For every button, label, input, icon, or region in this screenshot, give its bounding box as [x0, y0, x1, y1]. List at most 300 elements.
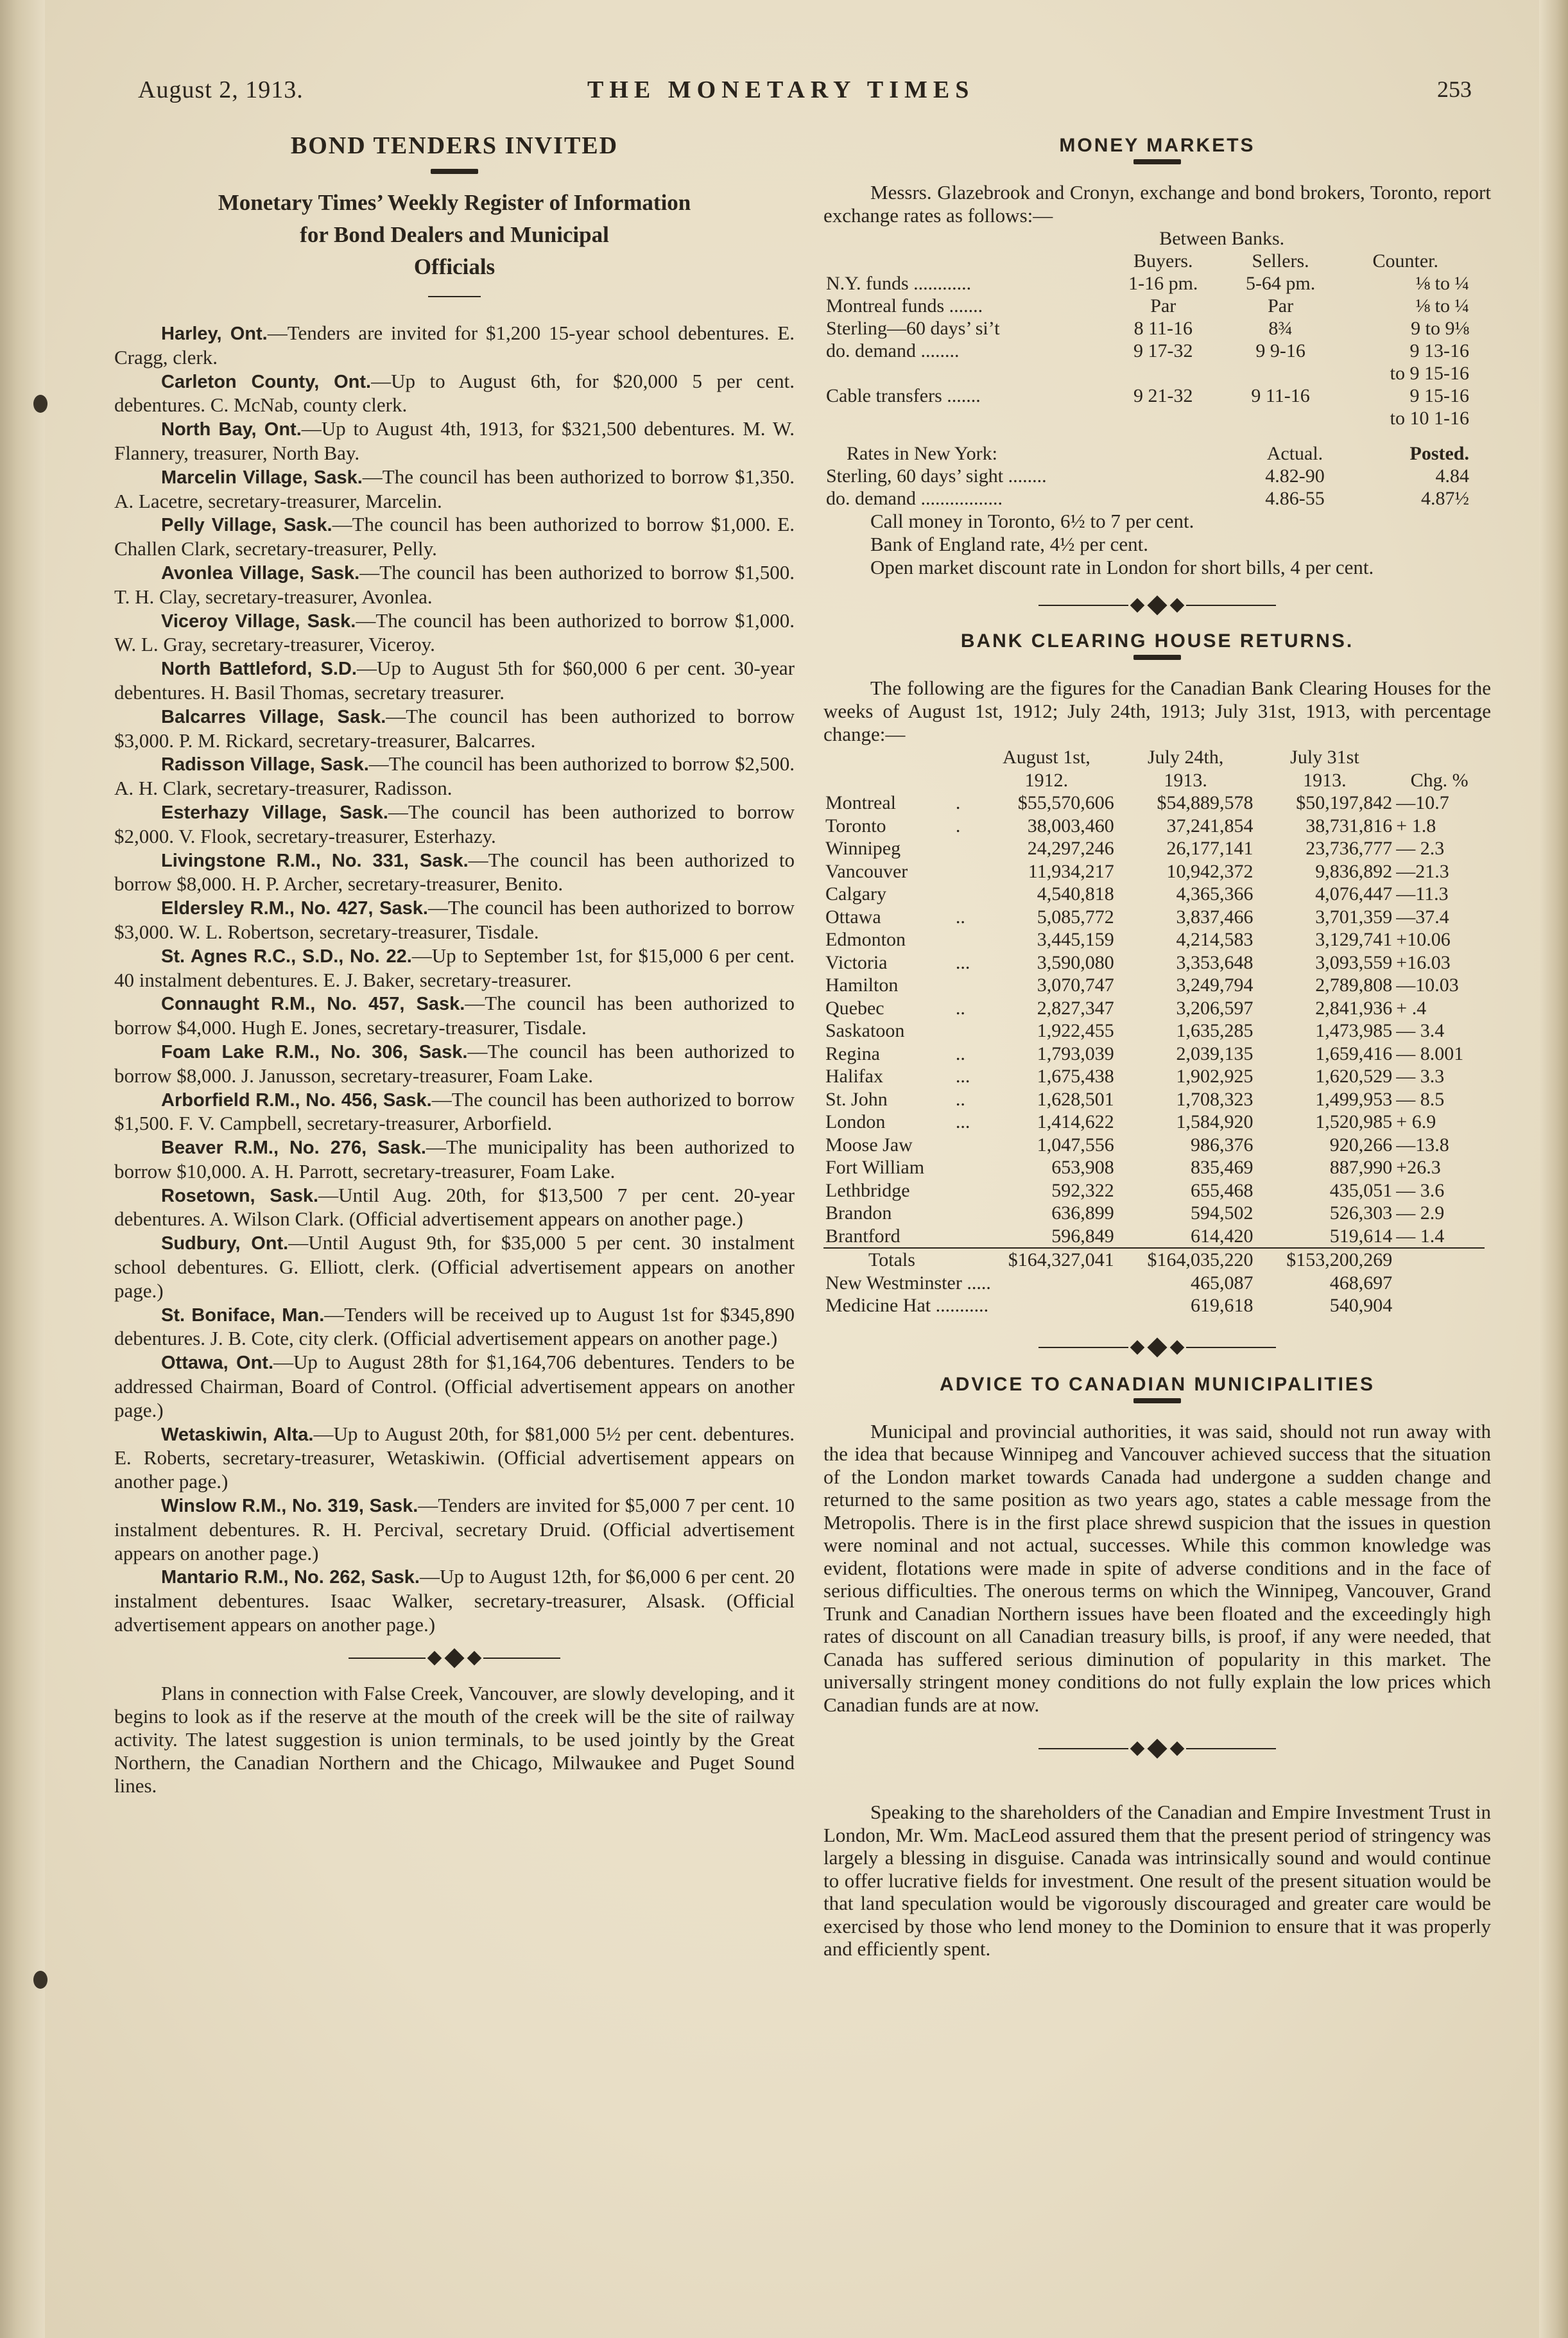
- clearing-change: — 8.001: [1396, 1043, 1464, 1064]
- tender-entry: [114, 944, 795, 992]
- clearing-row: [823, 837, 1485, 860]
- tender-place: St. Boniface, Man.: [161, 1304, 325, 1326]
- exchange-buyers: 1-16 pm.: [1128, 273, 1198, 294]
- exchange-row: [823, 385, 1472, 407]
- page-number: 253: [1437, 76, 1472, 102]
- tender-text: —The council has been authorized to borrow $2,500. A. H. Clark, secretary-treasurer, Radisson.: [114, 752, 795, 800]
- tender-entry: [114, 801, 795, 849]
- col-header-posted: Posted.: [1409, 443, 1469, 464]
- clearing-jul24: 1,635,285: [1176, 1020, 1254, 1041]
- clearing-1912: 636,899: [1051, 1202, 1114, 1224]
- ny-rate-row: [823, 465, 1472, 487]
- clearing-jul31: 526,303: [1329, 1202, 1393, 1224]
- clearing-change: —21.3: [1396, 860, 1449, 882]
- title-rule: [1133, 655, 1181, 660]
- clearing-leader: [954, 928, 977, 951]
- tender-place: Ottawa, Ont.: [161, 1353, 274, 1374]
- clearing-change: —37.4: [1396, 906, 1449, 928]
- tender-text: —The council has been authorized to borrow $1,000. E. Challen Clark, secretary-treasurer, Pelly.: [114, 513, 795, 560]
- exchange-label: Sterling—60 days’ si’t: [826, 318, 1000, 339]
- clearing-jul31: 4,076,447: [1315, 883, 1393, 905]
- clearing-change: — 2.9: [1396, 1202, 1445, 1224]
- clearing-row: [823, 974, 1485, 997]
- clearing-row: [823, 997, 1485, 1020]
- clearing-city: Winnipeg: [825, 838, 901, 859]
- clearing-jul31: 1,520,985: [1315, 1111, 1393, 1132]
- ny-rate-label: Sterling, 60 days’ sight ........: [826, 465, 1047, 487]
- false-creek-paragraph: Plans in connection with False Creek, Vancouver, are slowly developing, and it begins to look as if the reserve at the mouth of the creek will be the site of railway activity. The latest suggestion is union terminals, to be used jointly by the Great Northern, the Canadian Northern and the Chicago, Milwaukee and Puget Sound lines.: [114, 1681, 795, 1797]
- exchange-counter: to 9 15-16: [1390, 363, 1469, 384]
- tender-place: Wetaskiwin, Alta.: [161, 1424, 314, 1445]
- clearing-city: Lethbridge: [825, 1179, 910, 1201]
- clearing-leader: [954, 883, 977, 906]
- exchange-buyers: 8 11-16: [1133, 318, 1193, 339]
- tender-place: Marcelin Village, Sask.: [161, 467, 363, 488]
- tender-text: —The council has been authorized to borrow $1,350. A. Lacetre, secretary-treasurer, Marcelin.: [114, 465, 795, 512]
- clearing-jul24: 614,420: [1191, 1225, 1254, 1247]
- clearing-city: Hamilton: [825, 974, 899, 996]
- tender-text: —Up to September 1st, for $15,000 6 per cent. 40 instalment debentures. E. J. Baker, secretary-treasurer.: [114, 944, 795, 991]
- clearing-change: — 2.3: [1396, 838, 1445, 859]
- exchange-row: [823, 362, 1472, 385]
- clearing-city: St. John: [825, 1088, 888, 1110]
- tender-text: —The council has been authorized to borrow $3,000. W. L. Robertson, secretary-treasurer, Tisdale.: [114, 896, 795, 943]
- clearing-jul24: $54,889,578: [1157, 792, 1254, 813]
- tender-entry: [114, 417, 795, 465]
- exchange-label: Montreal funds .......: [826, 295, 983, 316]
- clearing-1912: 653,908: [1051, 1157, 1114, 1178]
- clearing-change: —11.3: [1396, 883, 1449, 905]
- clearing-jul24: 986,376: [1191, 1134, 1254, 1156]
- clearing-jul31: 1,473,985: [1315, 1020, 1393, 1041]
- clearing-row: [823, 792, 1485, 815]
- clearing-jul31: 9,836,892: [1315, 860, 1393, 882]
- money-note: Call money in Toronto, 6½ to 7 per cent.: [870, 510, 1194, 532]
- clearing-jul24: 594,502: [1191, 1202, 1254, 1224]
- tender-entry: [114, 657, 795, 705]
- clearing-jul31: 2,841,936: [1315, 997, 1393, 1019]
- clearing-jul31: $50,197,842: [1296, 792, 1393, 813]
- advice-paragraph-2: Speaking to the shareholders of the Canadian and Empire Investment Trust in London, Mr. Wm. MacLeod assured them that the present period of stringency was largely a blessing in disguise. Canada was intrinsically sound and would continue to offer lucrative fields for investment. One result of the present situation would be that land speculation would be vigorously discouraged and greater care would be exercised by those who lend money to the Dominion to ensure that it was properly and efficiently spent.: [823, 1801, 1491, 1960]
- left-column: [114, 128, 795, 1797]
- clearing-jul31: 1,499,953: [1315, 1088, 1393, 1110]
- tender-place: Winslow R.M., No. 319, Sask.: [161, 1496, 418, 1517]
- tender-entry: [114, 1351, 795, 1422]
- punch-hole-top: [33, 395, 47, 413]
- clearing-1912: 1,675,438: [1037, 1066, 1114, 1087]
- ny-rate-actual: 4.82-90: [1265, 465, 1325, 487]
- exchange-row: [823, 295, 1472, 317]
- clearing-city: Moose Jaw: [825, 1134, 913, 1156]
- clearing-jul24: 4,365,366: [1176, 883, 1254, 905]
- tender-place: Livingstone R.M., No. 331, Sask.: [161, 850, 469, 871]
- exchange-buyers: [1105, 362, 1222, 385]
- clearing-row: [823, 883, 1485, 906]
- clearing-city: Montreal: [825, 792, 896, 813]
- tender-text: —The council has been authorized to borrow $3,000. P. M. Rickard, secretary-treasurer, Balcarres.: [114, 704, 795, 752]
- clearing-city: Ottawa: [825, 906, 881, 928]
- clearing-extra-row: [823, 1272, 1485, 1295]
- title-rule: [1133, 159, 1181, 164]
- totals-1912: $164,327,041: [977, 1248, 1116, 1272]
- clearing-leader: ...: [955, 1066, 970, 1087]
- tender-text: —Until Aug. 20th, for $13,500 7 per cent. 20-year debentures. A. Wilson Clark. (Official advertisement appears on another page.): [114, 1183, 795, 1231]
- tender-entry: [114, 705, 795, 753]
- clearing-1912: 2,827,347: [1037, 997, 1114, 1019]
- tender-place: North Bay, Ont.: [161, 419, 302, 440]
- tender-entry: [114, 1040, 795, 1088]
- clearing-jul24: 3,206,597: [1176, 997, 1254, 1019]
- tender-entry: [114, 1136, 795, 1184]
- tender-entry: [114, 1494, 795, 1565]
- clearing-1912: 24,297,246: [1027, 838, 1114, 859]
- clearing-table: [823, 746, 1485, 1317]
- clearing-jul31: 468,697: [1329, 1272, 1393, 1294]
- tender-place: Arborfield R.M., No. 456, Sask.: [161, 1089, 432, 1111]
- clearing-city: Edmonton: [825, 929, 906, 950]
- clearing-row: [823, 1156, 1485, 1179]
- clearing-1912: 1,922,455: [1037, 1020, 1114, 1041]
- subtitle-rule: [428, 296, 481, 297]
- tender-place: Connaught R.M., No. 457, Sask.: [161, 994, 465, 1015]
- clearing-city: Toronto: [825, 815, 886, 836]
- money-note: Bank of England rate, 4½ per cent.: [870, 533, 1148, 555]
- clearing-1912: 3,445,159: [1037, 929, 1114, 950]
- tender-place: Pelly Village, Sask.: [161, 515, 332, 536]
- tender-place: Sudbury, Ont.: [161, 1233, 289, 1254]
- clearing-1912: $55,570,606: [1017, 792, 1114, 813]
- money-markets-intro: Messrs. Glazebrook and Cronyn, exchange and bond brokers, Toronto, report exchange rates as follows:—: [823, 181, 1491, 227]
- clearing-change: — 8.5: [1396, 1088, 1445, 1110]
- ny-rate-label: do. demand .................: [826, 488, 1003, 509]
- exchange-label: N.Y. funds ............: [826, 273, 972, 294]
- clearing-jul24: 619,618: [1191, 1295, 1254, 1316]
- ny-rate-posted: 4.84: [1435, 465, 1469, 487]
- exchange-sellers: 9 9-16: [1255, 340, 1305, 361]
- clearing-jul31: 540,904: [1329, 1295, 1393, 1316]
- tender-place: Esterhazy Village, Sask.: [161, 802, 388, 823]
- clearing-row: [823, 1065, 1485, 1088]
- clearing-1912: 11,934,217: [1028, 860, 1114, 882]
- clearing-jul31: 3,701,359: [1315, 906, 1393, 928]
- clearing-jul24: 1,708,323: [1176, 1088, 1254, 1110]
- clearing-1912: 1,628,501: [1037, 1088, 1114, 1110]
- clearing-1912: 592,322: [1051, 1179, 1114, 1201]
- exchange-sellers: [1222, 407, 1340, 429]
- clearing-title: BANK CLEARING HOUSE RETURNS.: [960, 630, 1354, 652]
- exchange-counter: 9 13-16: [1409, 340, 1469, 361]
- clearing-city: Victoria: [825, 951, 888, 973]
- register-subtitle-line: for Bond Dealers and Municipal: [300, 222, 609, 247]
- clearing-leader: [954, 1134, 977, 1157]
- clearing-city: Brantford: [825, 1225, 900, 1247]
- advice-paragraph-1: Municipal and provincial authorities, it was said, should not run away with the idea that because Winnipeg and Vancouver achieved success that the situation of the London market towards Canada had undergone a sudden change and returned to the same position as two years ago, states a cable message from the Metropolis. There is in the first place shrewd suspicion that the issues in question were nominal and not actual, successes. While this common knowledge was evident, flotations were made in spite of adverse conditions and in the face of serious difficulties. The onerous terms on which the Winnipeg, Vancouver, Grand Trunk and Canadian Northern issues have been floated and the exceedingly high rates of discount on all Canadian treasury bills, is proof, if any were needed, that Canada has suffered serious diminution of popularity in this market. The universally stringent money conditions do not fully explain the low prices which Canadian funds are at now.: [823, 1419, 1491, 1716]
- clearing-jul31: 23,736,777: [1305, 838, 1393, 859]
- right-column: [823, 128, 1491, 1961]
- exchange-rates-table: [823, 227, 1472, 429]
- clearing-jul31: 3,129,741: [1315, 929, 1393, 950]
- clearing-city: Medicine Hat ...........: [825, 1295, 989, 1316]
- clearing-jul24: 10,942,372: [1166, 860, 1254, 882]
- clearing-jul24: 4,214,583: [1176, 929, 1254, 950]
- running-header: [138, 76, 1472, 114]
- tender-text: —The council has been authorized to borrow $2,000. V. Flook, secretary-treasurer, Esterhazy.: [114, 800, 795, 847]
- tender-place: St. Agnes R.C., S.D., No. 22.: [161, 946, 412, 967]
- exchange-buyers: Par: [1150, 295, 1176, 316]
- clearing-1912: 1,047,556: [1037, 1134, 1114, 1156]
- tender-text: —Until August 9th, for $35,000 5 per cent. 30 instalment school debentures. G. Elliott, clerk. (Official advertisement appears on another page.): [114, 1231, 795, 1302]
- col-header-year: 1913.: [1303, 769, 1347, 791]
- clearing-city: Fort William: [825, 1157, 925, 1178]
- clearing-1912: 38,003,460: [1027, 815, 1114, 836]
- col-header-actual: Actual.: [1266, 443, 1323, 464]
- exchange-label: Cable transfers .......: [826, 385, 981, 406]
- tender-text: —Tenders will be received up to August 1st for $345,890 debentures. J. B. Cote, city clerk. (Official advertisement appears on another page.): [114, 1303, 795, 1350]
- clearing-extra-row: [823, 1294, 1485, 1317]
- tender-place: Mantario R.M., No. 262, Sask.: [161, 1567, 420, 1588]
- clearing-change: +26.3: [1396, 1157, 1441, 1178]
- money-note: Open market discount rate in London for short bills, 4 per cent.: [870, 556, 1374, 578]
- clearing-leader: .: [955, 792, 961, 813]
- clearing-city: Vancouver: [825, 860, 908, 882]
- exchange-row: [823, 340, 1472, 362]
- exchange-row: [823, 317, 1472, 340]
- tender-place: Carleton County, Ont.: [161, 371, 372, 392]
- advice-title: ADVICE TO CANADIAN MUNICIPALITIES: [940, 1373, 1375, 1395]
- clearing-row: [823, 815, 1485, 838]
- clearing-change-empty: [1394, 1272, 1485, 1295]
- clearing-row: [823, 1019, 1485, 1043]
- clearing-jul31: 920,266: [1329, 1134, 1393, 1156]
- exchange-sellers: 8¾: [1268, 318, 1293, 339]
- tender-entry: [114, 609, 795, 657]
- exchange-sellers: 5-64 pm.: [1245, 273, 1316, 294]
- tender-text: —Up to August 5th for $60,000 6 per cent. 30-year debentures. H. Basil Thomas, secretary treasurer.: [114, 657, 795, 704]
- clearing-row: [823, 1134, 1485, 1157]
- clearing-jul24: 835,469: [1191, 1157, 1254, 1178]
- tender-entry: [114, 513, 795, 561]
- money-notes: [823, 510, 1491, 579]
- exchange-counter: ⅛ to ¼: [1415, 295, 1469, 316]
- clearing-1912: 596,849: [1051, 1225, 1114, 1247]
- clearing-row: [823, 1225, 1485, 1249]
- page-edge: [1539, 0, 1568, 2338]
- ornament-divider: [114, 1651, 795, 1665]
- issue-date: August 2, 1913.: [138, 76, 304, 103]
- clearing-change: +10.06: [1396, 929, 1451, 950]
- money-markets-title: MONEY MARKETS: [1059, 135, 1255, 156]
- clearing-1912: 4,540,818: [1037, 883, 1114, 905]
- col-header-counter: Counter.: [1372, 250, 1439, 272]
- tender-text: —Up to August 4th, 1913, for $321,500 debentures. M. W. Flannery, treasurer, North Bay.: [114, 417, 795, 464]
- clearing-jul24: 2,039,135: [1176, 1043, 1254, 1064]
- tender-text: —Up to August 12th, for $6,000 6 per cent. 20 instalment debentures. Isaac Walker, secretary-treasurer, Alsask. (Official advertisement appears on another page.): [114, 1565, 795, 1636]
- exchange-label: [823, 407, 1105, 429]
- clearing-change: — 1.4: [1396, 1225, 1445, 1247]
- exchange-buyers: 9 21-32: [1133, 385, 1193, 406]
- clearing-leader: ...: [955, 951, 970, 973]
- clearing-row: [823, 906, 1485, 929]
- clearing-change: —13.8: [1396, 1134, 1449, 1156]
- tender-place: Foam Lake R.M., No. 306, Sask.: [161, 1041, 468, 1062]
- totals-jul24: $164,035,220: [1116, 1248, 1255, 1272]
- between-banks-label: Between Banks.: [1159, 228, 1285, 249]
- exchange-counter: 9 to 9⅛: [1411, 318, 1469, 339]
- clearing-1912: 5,085,772: [1037, 906, 1114, 928]
- clearing-city: New Westminster .....: [825, 1272, 991, 1294]
- clearing-jul31: 519,614: [1329, 1225, 1393, 1247]
- col-header-aug-1912: August 1st,: [1003, 747, 1090, 768]
- ny-rates-heading: Rates in New York:: [847, 443, 998, 464]
- tender-text: —Up to August 28th for $1,164,706 debentures. Tenders to be addressed Chairman, Board of Control. (Official advertisement appears on another page.): [114, 1351, 795, 1421]
- exchange-label: [823, 362, 1105, 385]
- tender-text: —Up to August 6th, for $20,000 5 per cent. debentures. C. McNab, county clerk.: [114, 369, 795, 417]
- tender-place: Eldersley R.M., No. 427, Sask.: [161, 898, 428, 919]
- title-rule: [1133, 1398, 1181, 1403]
- exchange-row: [823, 407, 1472, 429]
- clearing-leader: [954, 1202, 977, 1225]
- totals-jul31: $153,200,269: [1255, 1248, 1395, 1272]
- col-header-jul24-1913: July 24th,: [1147, 747, 1224, 768]
- clearing-leader: ..: [955, 1088, 965, 1110]
- clearing-city: Quebec: [825, 997, 884, 1019]
- clearing-row: [823, 1179, 1485, 1202]
- clearing-leader: ..: [955, 997, 965, 1019]
- tender-entry: [114, 1423, 795, 1494]
- title-rule: [431, 169, 478, 174]
- tender-text: —The council has been authorized to borrow $1,500. F. V. Campbell, secretary-treasurer, Arborfield.: [114, 1087, 795, 1135]
- col-header-year: 1912.: [1024, 769, 1069, 791]
- bond-tenders-title: BOND TENDERS INVITED: [290, 132, 619, 159]
- exchange-sellers: Par: [1268, 295, 1294, 316]
- tender-place: Rosetown, Sask.: [161, 1185, 319, 1206]
- clearing-jul24: 1,584,920: [1176, 1111, 1254, 1132]
- tender-text: —Tenders are invited for $1,200 15-year school debentures. E. Cragg, clerk.: [114, 322, 795, 368]
- tender-place: Radisson Village, Sask.: [161, 754, 369, 775]
- clearing-jul31: 1,659,416: [1315, 1043, 1393, 1064]
- ornament-divider: [823, 1340, 1491, 1355]
- clearing-leader: ..: [955, 1043, 965, 1064]
- ny-rate-posted: 4.87½: [1421, 488, 1469, 509]
- tender-entry: [114, 322, 795, 370]
- tender-entry: [114, 896, 795, 944]
- clearing-jul24: 3,249,794: [1176, 974, 1254, 996]
- tender-entry: [114, 561, 795, 609]
- punch-hole-bottom: [33, 1971, 47, 1989]
- tender-text: —Tenders are invited for $5,000 7 per cent. 10 instalment debentures. R. H. Percival, secretary Druid. (Official advertisement appears on another page.): [114, 1494, 795, 1564]
- tender-place: Balcarres Village, Sask.: [161, 706, 386, 727]
- tender-entry: [114, 752, 795, 801]
- col-header-sellers: Sellers.: [1252, 250, 1309, 272]
- clearing-leader: [954, 1019, 977, 1043]
- clearing-change: —10.7: [1396, 792, 1449, 813]
- tender-place: Viceroy Village, Sask.: [161, 610, 356, 632]
- tender-text: —The council has been authorized to borrow $8,000. H. P. Archer, secretary-treasurer, Benito.: [114, 848, 795, 896]
- clearing-leader: ..: [955, 906, 965, 928]
- tender-text: —Up to August 20th, for $81,000 5½ per cent. debentures. E. Roberts, secretary-treasurer, Wetaskiwin. (Official advertisement appears on another page.): [114, 1422, 795, 1493]
- tender-entry: [114, 1231, 795, 1303]
- tender-entry: [114, 1565, 795, 1636]
- clearing-jul31: 887,990: [1329, 1157, 1393, 1178]
- exchange-row: [823, 272, 1472, 295]
- clearing-change-empty: [1394, 1294, 1485, 1317]
- register-subtitle-line: Officials: [413, 254, 495, 279]
- clearing-leader: [954, 1156, 977, 1179]
- tender-entry: [114, 1184, 795, 1232]
- clearing-city: Calgary: [825, 883, 886, 905]
- exchange-label: do. demand ........: [826, 340, 960, 361]
- clearing-change: + 6.9: [1396, 1111, 1436, 1132]
- clearing-row: [823, 860, 1485, 883]
- clearing-row: [823, 1043, 1485, 1066]
- tender-place: North Battleford, S.D.: [161, 659, 357, 680]
- ny-rate-actual: 4.86-55: [1265, 488, 1325, 509]
- clearing-jul31: 1,620,529: [1315, 1066, 1393, 1087]
- clearing-row: [823, 1202, 1485, 1225]
- clearing-city: Halifax: [825, 1066, 883, 1087]
- clearing-jul24: 1,902,925: [1176, 1066, 1254, 1087]
- clearing-city: Brandon: [825, 1202, 892, 1224]
- new-york-rates-table: [823, 442, 1472, 510]
- col-header-jul31-1913: July 31st: [1290, 747, 1359, 768]
- clearing-city: London: [825, 1111, 886, 1132]
- exchange-buyers: 9 17-32: [1133, 340, 1193, 361]
- register-subtitle-line: Monetary Times’ Weekly Register of Information: [218, 190, 691, 215]
- tender-place: Beaver R.M., No. 276, Sask.: [161, 1138, 426, 1159]
- clearing-city: Regina: [825, 1043, 880, 1064]
- clearing-jul24: 3,837,466: [1176, 906, 1254, 928]
- clearing-row: [823, 951, 1485, 974]
- tender-entry: [114, 992, 795, 1040]
- col-header-buyers: Buyers.: [1133, 250, 1193, 272]
- exchange-counter: ⅛ to ¼: [1415, 273, 1469, 294]
- clearing-change: — 3.4: [1396, 1020, 1445, 1041]
- clearing-change: + 1.8: [1396, 815, 1436, 836]
- clearing-leader: [954, 837, 977, 860]
- clearing-change: +16.03: [1396, 951, 1451, 973]
- ornament-divider: [823, 598, 1491, 612]
- clearing-leader: [954, 1225, 977, 1249]
- tender-entry: [114, 1303, 795, 1351]
- tender-text: —The municipality has been authorized to borrow $10,000. A. H. Parrott, secretary-treasurer, Foam Lake.: [114, 1136, 795, 1182]
- tender-entry: [114, 465, 795, 514]
- clearing-jul24: 37,241,854: [1166, 815, 1254, 836]
- clearing-1912: 3,070,747: [1037, 974, 1114, 996]
- tender-entry: [114, 370, 795, 418]
- clearing-change: + .4: [1396, 997, 1427, 1019]
- clearing-change: — 3.3: [1396, 1066, 1445, 1087]
- tender-entry: [114, 849, 795, 897]
- totals-row: [823, 1248, 1485, 1272]
- clearing-row: [823, 1111, 1485, 1134]
- tender-place: Avonlea Village, Sask.: [161, 562, 360, 584]
- tender-place: Harley, Ont.: [161, 324, 268, 344]
- clearing-jul24: 26,177,141: [1166, 838, 1254, 859]
- exchange-sellers: [1222, 362, 1340, 385]
- clearing-leader: [954, 860, 977, 883]
- clearing-row: [823, 1088, 1485, 1111]
- publication-title: THE MONETARY TIMES: [587, 76, 975, 103]
- exchange-counter: to 10 1-16: [1390, 408, 1469, 429]
- clearing-1912: 1,414,622: [1037, 1111, 1114, 1132]
- clearing-jul31: 38,731,816: [1305, 815, 1393, 836]
- clearing-jul31: 2,789,808: [1315, 974, 1393, 996]
- col-header-year: 1913.: [1164, 769, 1207, 791]
- exchange-counter: 9 15-16: [1409, 385, 1469, 406]
- tender-text: —The council has been authorized to borrow $1,000. W. L. Gray, secretary-treasurer, Viceroy.: [114, 609, 795, 656]
- tender-entry: [114, 1088, 795, 1136]
- clearing-jul24: 655,468: [1191, 1179, 1254, 1201]
